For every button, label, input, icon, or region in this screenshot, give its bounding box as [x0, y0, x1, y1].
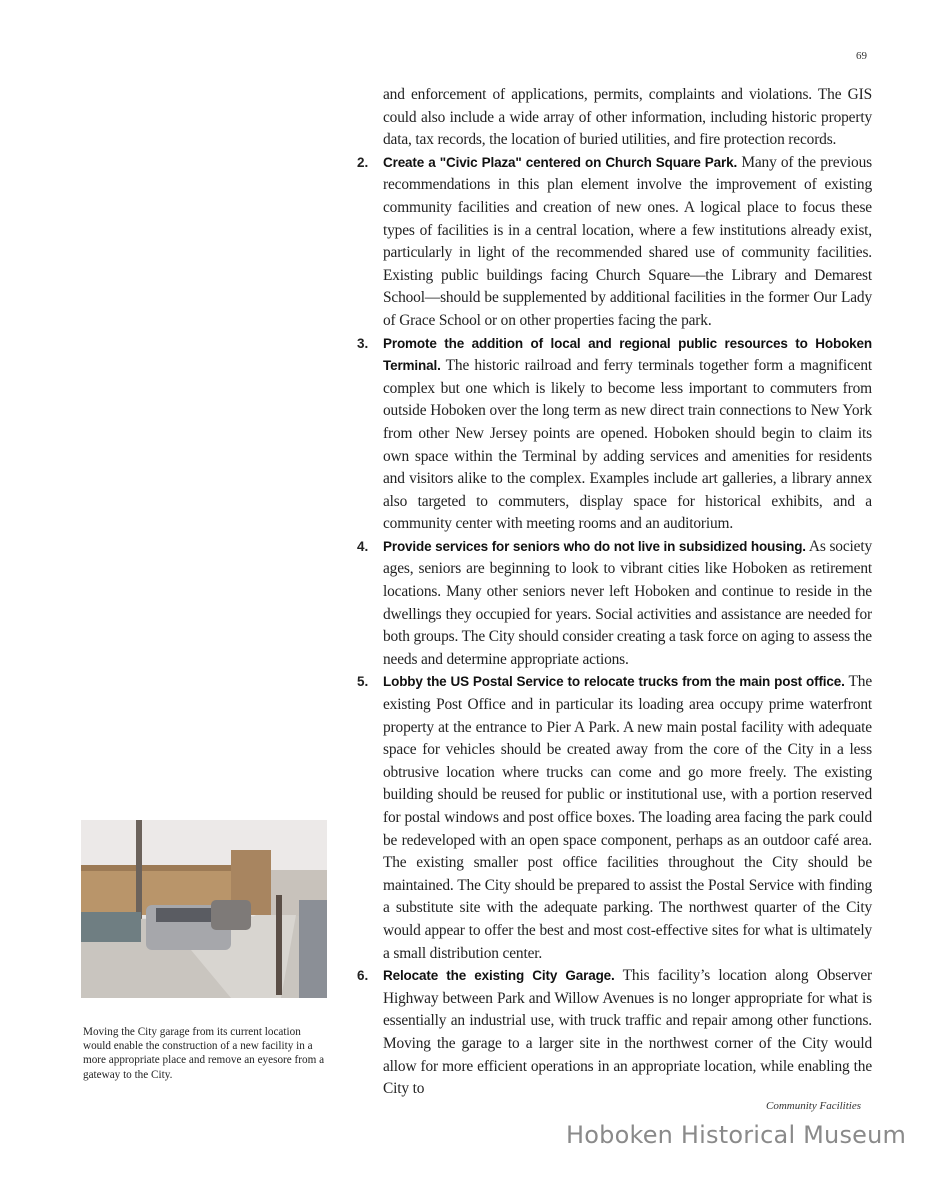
item-body: The existing Post Office and in particular its loading area occupy prime waterfront property at the entrance to Pier A Park. A new main postal facility with adequate space for vehicles should be created away from the core of the City in a less obtrusive location where trucks can come and go more freely. The existing building should be reused for public or institutional use, with a portion reserved for postal windows and post office boxes. The loading area facing the park could be redeveloped with an open space component, perhaps as an outdoor café area. The existing smaller post office facilities throughout the City should be maintained. The City should be prepared to assist the Postal Service with finding a substitute site with the adequate parking. The northwest quarter of the City would appear to offer the best and most cost-effective sites for what is ultimately a small distribution center.: [383, 673, 872, 962]
footer-section-title: Community Facilities: [766, 1100, 862, 1112]
city-garage-street-photo: [81, 820, 327, 998]
item-number: 2.: [357, 154, 369, 170]
main-text-column: [357, 84, 872, 1101]
item-lead: Provide services for seniors who do not live in subsidized housing.: [383, 538, 806, 554]
list-item: [357, 152, 872, 333]
list-item: [357, 536, 872, 672]
list-item: [357, 965, 872, 1101]
item-lead: Lobby the US Postal Service to relocate trucks from the main post office.: [383, 674, 845, 690]
watermark: Hoboken Historical Museum: [566, 1121, 907, 1149]
item-body: Many of the previous recommendations in this plan element involve the improvement of existing community facilities and creation of new ones. A logical place to focus these types of facilities is in a central location, where a few institutions already exist, particularly in light of the recommended shared use of community facilities. Existing public buildings facing Church Square—the Library and Demarest School—should be supplemented by additional facilities in the former Our Lady of Grace School or on other properties facing the park.: [383, 153, 872, 329]
item-body: As society ages, seniors are beginning to look to vibrant cities like Hoboken as retirement locations. Many other seniors never left Hoboken and continue to reside in the dwellings they occupied for years. Social activities and assistance are needed for both groups. The City should consider creating a task force on aging to assess the needs and determine appropriate actions.: [383, 537, 872, 668]
item-number: 4.: [357, 538, 369, 554]
item-lead: Create a "Civic Plaza" centered on Church Square Park.: [383, 154, 738, 170]
item-number: 3.: [357, 335, 369, 351]
item-body: The historic railroad and ferry terminals together form a magnificent complex but one which is likely to become less important to commuters from outside Hoboken over the long term as new direct train connections to New York from other New Jersey points are opened. Hoboken should begin to claim its own space within the Terminal by adding services and amenities for residents and visitors alike to the complex. Examples include art galleries, a library annex also targeted to commuters, display space for historical exhibits, and a community center with meeting rooms and an auditorium.: [383, 357, 872, 533]
page-number: 69: [856, 50, 867, 62]
list-item: [357, 333, 872, 536]
photo-caption: Moving the City garage from its current location would enable the construction of a new facility in a more appropriate place and remove an eyesore from a gateway to the City.: [83, 1026, 325, 1081]
list-item: [357, 671, 872, 965]
item-number: 5.: [357, 674, 369, 690]
item-lead: Promote the addition of local and regional public resources to Hoboken Terminal.: [383, 335, 872, 374]
item-number: 6.: [357, 968, 369, 984]
item-lead: Relocate the existing City Garage.: [383, 968, 615, 984]
intro-paragraph: and enforcement of applications, permits, complaints and violations. The GIS could also include a wide array of other information, including historic property data, tax records, the location of buried utilities, and fire protection records.: [383, 86, 872, 149]
item-body: This facility’s location along Observer Highway between Park and Willow Avenues is no longer appropriate for what is essentially an industrial use, with truck traffic and repair among other functions. Moving the garage to a larger site in the northwest corner of the City would allow for more efficient operations in an appropriate location, while enabling the City to: [383, 967, 872, 1098]
